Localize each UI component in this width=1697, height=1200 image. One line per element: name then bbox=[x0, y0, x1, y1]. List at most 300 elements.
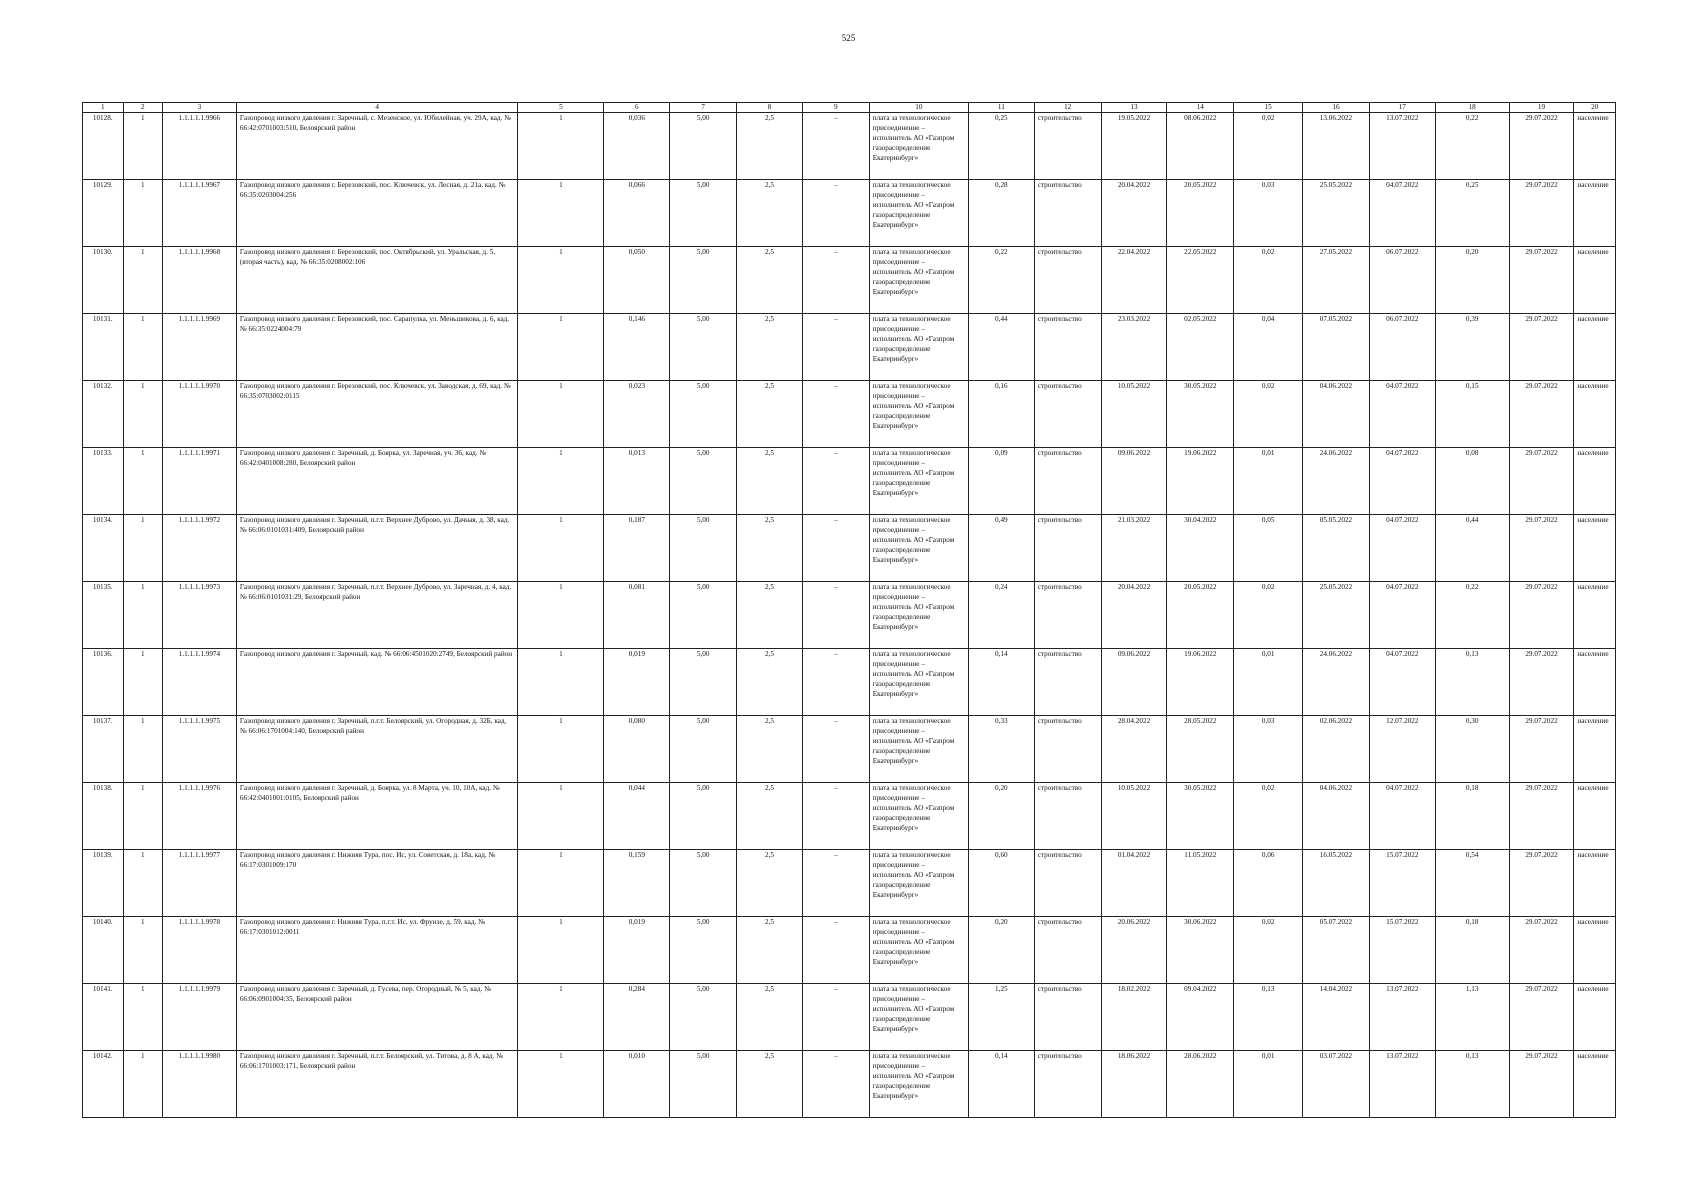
object-code-cell: 1.1.1.1.1.9967 bbox=[162, 180, 236, 247]
column-9-cell: – bbox=[802, 381, 869, 448]
object-code-cell: 1.1.1.1.1.9971 bbox=[162, 448, 236, 515]
end-date-cell: 11.05.2022 bbox=[1167, 850, 1234, 917]
table-row bbox=[83, 783, 1616, 850]
object-description-cell: Газопровод низкого давления г. Березовский, пос. Ключевск, ул. Лесная, д. 21а, кад. № 66:35:0203004:256 bbox=[236, 180, 517, 247]
date-19-cell: 29.07.2022 bbox=[1509, 1051, 1574, 1118]
column-8-cell: 2,5 bbox=[737, 515, 803, 582]
column-5-cell: 1 bbox=[518, 448, 604, 515]
cost-cell: 0,20 bbox=[968, 917, 1034, 984]
date-19-cell: 29.07.2022 bbox=[1509, 783, 1574, 850]
work-type-cell: строительство bbox=[1034, 515, 1101, 582]
column-18-cell: 0,22 bbox=[1435, 113, 1509, 180]
cost-cell: 0,33 bbox=[968, 716, 1034, 783]
date-19-cell: 29.07.2022 bbox=[1509, 381, 1574, 448]
cost-cell: 0,25 bbox=[968, 113, 1034, 180]
object-code-cell: 1.1.1.1.1.9979 bbox=[162, 984, 236, 1051]
object-description-cell: Газопровод низкого давления г. Березовский, пос. Ключевск, ул. Заводская, д. 69, кад. № 66:35:0703002:0115 bbox=[236, 381, 517, 448]
column-5-cell: 1 bbox=[518, 113, 604, 180]
column-18-cell: 0,15 bbox=[1435, 381, 1509, 448]
column-18-cell: 0,18 bbox=[1435, 917, 1509, 984]
column-15-cell: 0,06 bbox=[1234, 850, 1303, 917]
column-18-cell: 0,44 bbox=[1435, 515, 1509, 582]
column-15-cell: 0,02 bbox=[1234, 113, 1303, 180]
cost-cell: 0,49 bbox=[968, 515, 1034, 582]
end-date-cell: 19.06.2022 bbox=[1167, 649, 1234, 716]
category-cell: население bbox=[1574, 917, 1616, 984]
row-number-cell: 10129. bbox=[83, 180, 124, 247]
object-description-cell: Газопровод низкого давления г. Березовский, пос. Сарапулка, ул. Меньшикова, д. 6, кад. № 66:35:0224004:79 bbox=[236, 314, 517, 381]
date-19-cell: 29.07.2022 bbox=[1509, 649, 1574, 716]
table-row bbox=[83, 314, 1616, 381]
quantity-cell: 1 bbox=[123, 113, 162, 180]
start-date-cell: 20.04.2022 bbox=[1101, 180, 1167, 247]
funding-source-cell: плата за технологическое присоединение – исполнитель АО «Газпром газораспределение Екатеринбург» bbox=[869, 515, 968, 582]
column-5-cell: 1 bbox=[518, 649, 604, 716]
column-7-cell: 5,00 bbox=[670, 850, 737, 917]
cost-cell: 0,44 bbox=[968, 314, 1034, 381]
cost-cell: 0,24 bbox=[968, 582, 1034, 649]
length-cell: 0,146 bbox=[604, 314, 670, 381]
column-15-cell: 0,01 bbox=[1234, 649, 1303, 716]
category-cell: население bbox=[1574, 247, 1616, 314]
cost-cell: 0,60 bbox=[968, 850, 1034, 917]
date-16-cell: 13.06.2022 bbox=[1303, 113, 1370, 180]
object-code-cell: 1.1.1.1.1.9973 bbox=[162, 582, 236, 649]
funding-source-cell: плата за технологическое присоединение – исполнитель АО «Газпром газораспределение Екатеринбург» bbox=[869, 1051, 968, 1118]
column-number-header: 19 bbox=[1509, 103, 1574, 113]
object-code-cell: 1.1.1.1.1.9972 bbox=[162, 515, 236, 582]
cost-cell: 1,25 bbox=[968, 984, 1034, 1051]
column-number-header: 14 bbox=[1167, 103, 1234, 113]
column-9-cell: – bbox=[802, 1051, 869, 1118]
column-5-cell: 1 bbox=[518, 381, 604, 448]
column-5-cell: 1 bbox=[518, 850, 604, 917]
column-18-cell: 0,30 bbox=[1435, 716, 1509, 783]
row-number-cell: 10130. bbox=[83, 247, 124, 314]
length-cell: 0,013 bbox=[604, 448, 670, 515]
cost-cell: 0,28 bbox=[968, 180, 1034, 247]
end-date-cell: 08.06.2022 bbox=[1167, 113, 1234, 180]
date-17-cell: 06.07.2022 bbox=[1369, 247, 1435, 314]
category-cell: население bbox=[1574, 314, 1616, 381]
end-date-cell: 19.06.2022 bbox=[1167, 448, 1234, 515]
quantity-cell: 1 bbox=[123, 247, 162, 314]
column-9-cell: – bbox=[802, 515, 869, 582]
column-7-cell: 5,00 bbox=[670, 113, 737, 180]
column-18-cell: 0,20 bbox=[1435, 247, 1509, 314]
column-7-cell: 5,00 bbox=[670, 180, 737, 247]
length-cell: 0,159 bbox=[604, 850, 670, 917]
category-cell: население bbox=[1574, 649, 1616, 716]
row-number-cell: 10133. bbox=[83, 448, 124, 515]
cost-cell: 0,20 bbox=[968, 783, 1034, 850]
work-type-cell: строительство bbox=[1034, 113, 1101, 180]
category-cell: население bbox=[1574, 113, 1616, 180]
column-number-header: 9 bbox=[802, 103, 869, 113]
end-date-cell: 30.05.2022 bbox=[1167, 381, 1234, 448]
column-15-cell: 0,01 bbox=[1234, 1051, 1303, 1118]
column-number-header: 16 bbox=[1303, 103, 1370, 113]
column-number-header: 20 bbox=[1574, 103, 1616, 113]
column-5-cell: 1 bbox=[518, 180, 604, 247]
funding-source-cell: плата за технологическое присоединение – исполнитель АО «Газпром газораспределение Екатеринбург» bbox=[869, 314, 968, 381]
object-description-cell: Газопровод низкого давления г. Заречный, д. Гусева, пер. Огородный, № 5, кад. № 66:06:0901004:35, Белоярский район bbox=[236, 984, 517, 1051]
quantity-cell: 1 bbox=[123, 716, 162, 783]
date-16-cell: 05.07.2022 bbox=[1303, 917, 1370, 984]
category-cell: население bbox=[1574, 448, 1616, 515]
date-19-cell: 29.07.2022 bbox=[1509, 180, 1574, 247]
table-row bbox=[83, 582, 1616, 649]
table-row bbox=[83, 917, 1616, 984]
start-date-cell: 19.05.2022 bbox=[1101, 113, 1167, 180]
column-number-header: 17 bbox=[1369, 103, 1435, 113]
end-date-cell: 22.05.2022 bbox=[1167, 247, 1234, 314]
object-code-cell: 1.1.1.1.1.9968 bbox=[162, 247, 236, 314]
table-row bbox=[83, 381, 1616, 448]
length-cell: 0,050 bbox=[604, 247, 670, 314]
column-5-cell: 1 bbox=[518, 716, 604, 783]
row-number-cell: 10128. bbox=[83, 113, 124, 180]
column-number-header: 10 bbox=[869, 103, 968, 113]
column-15-cell: 0,03 bbox=[1234, 180, 1303, 247]
length-cell: 0,036 bbox=[604, 113, 670, 180]
category-cell: население bbox=[1574, 984, 1616, 1051]
column-9-cell: – bbox=[802, 984, 869, 1051]
object-code-cell: 1.1.1.1.1.9974 bbox=[162, 649, 236, 716]
column-5-cell: 1 bbox=[518, 314, 604, 381]
length-cell: 0,081 bbox=[604, 582, 670, 649]
date-19-cell: 29.07.2022 bbox=[1509, 448, 1574, 515]
column-8-cell: 2,5 bbox=[737, 850, 803, 917]
start-date-cell: 18.02.2022 bbox=[1101, 984, 1167, 1051]
table-row bbox=[83, 649, 1616, 716]
registry-table bbox=[82, 102, 1616, 1118]
object-code-cell: 1.1.1.1.1.9976 bbox=[162, 783, 236, 850]
table-row bbox=[83, 113, 1616, 180]
date-17-cell: 15.07.2022 bbox=[1369, 850, 1435, 917]
column-15-cell: 0,02 bbox=[1234, 247, 1303, 314]
column-9-cell: – bbox=[802, 247, 869, 314]
date-17-cell: 13.07.2022 bbox=[1369, 984, 1435, 1051]
work-type-cell: строительство bbox=[1034, 1051, 1101, 1118]
length-cell: 0,284 bbox=[604, 984, 670, 1051]
table-row bbox=[83, 984, 1616, 1051]
row-number-cell: 10136. bbox=[83, 649, 124, 716]
column-8-cell: 2,5 bbox=[737, 917, 803, 984]
column-8-cell: 2,5 bbox=[737, 984, 803, 1051]
funding-source-cell: плата за технологическое присоединение – исполнитель АО «Газпром газораспределение Екатеринбург» bbox=[869, 381, 968, 448]
end-date-cell: 28.05.2022 bbox=[1167, 716, 1234, 783]
category-cell: население bbox=[1574, 1051, 1616, 1118]
date-19-cell: 29.07.2022 bbox=[1509, 582, 1574, 649]
quantity-cell: 1 bbox=[123, 1051, 162, 1118]
length-cell: 0,187 bbox=[604, 515, 670, 582]
date-19-cell: 29.07.2022 bbox=[1509, 314, 1574, 381]
length-cell: 0,019 bbox=[604, 917, 670, 984]
start-date-cell: 18.06.2022 bbox=[1101, 1051, 1167, 1118]
object-code-cell: 1.1.1.1.1.9978 bbox=[162, 917, 236, 984]
work-type-cell: строительство bbox=[1034, 850, 1101, 917]
funding-source-cell: плата за технологическое присоединение – исполнитель АО «Газпром газораспределение Екатеринбург» bbox=[869, 180, 968, 247]
column-9-cell: – bbox=[802, 850, 869, 917]
object-code-cell: 1.1.1.1.1.9977 bbox=[162, 850, 236, 917]
column-5-cell: 1 bbox=[518, 582, 604, 649]
column-number-header: 18 bbox=[1435, 103, 1509, 113]
length-cell: 0,066 bbox=[604, 180, 670, 247]
start-date-cell: 22.04.2022 bbox=[1101, 247, 1167, 314]
column-7-cell: 5,00 bbox=[670, 649, 737, 716]
end-date-cell: 30.06.2022 bbox=[1167, 917, 1234, 984]
quantity-cell: 1 bbox=[123, 448, 162, 515]
date-16-cell: 27.05.2022 bbox=[1303, 247, 1370, 314]
column-9-cell: – bbox=[802, 783, 869, 850]
start-date-cell: 20.06.2022 bbox=[1101, 917, 1167, 984]
column-18-cell: 0,13 bbox=[1435, 1051, 1509, 1118]
category-cell: население bbox=[1574, 850, 1616, 917]
column-18-cell: 0,54 bbox=[1435, 850, 1509, 917]
column-8-cell: 2,5 bbox=[737, 716, 803, 783]
start-date-cell: 01.04.2022 bbox=[1101, 850, 1167, 917]
column-15-cell: 0,01 bbox=[1234, 448, 1303, 515]
column-8-cell: 2,5 bbox=[737, 1051, 803, 1118]
cost-cell: 0,22 bbox=[968, 247, 1034, 314]
date-17-cell: 13.07.2022 bbox=[1369, 113, 1435, 180]
end-date-cell: 20.05.2022 bbox=[1167, 582, 1234, 649]
column-15-cell: 0,03 bbox=[1234, 716, 1303, 783]
column-number-header: 11 bbox=[968, 103, 1034, 113]
start-date-cell: 09.06.2022 bbox=[1101, 649, 1167, 716]
column-number-header: 2 bbox=[123, 103, 162, 113]
date-19-cell: 29.07.2022 bbox=[1509, 984, 1574, 1051]
row-number-cell: 10138. bbox=[83, 783, 124, 850]
funding-source-cell: плата за технологическое присоединение – исполнитель АО «Газпром газораспределение Екатеринбург» bbox=[869, 247, 968, 314]
object-description-cell: Газопровод низкого давления г. Заречный, п.г.т. Верхнее Дуброво, ул. Дачная, д. 38, кад. № 66:06:0101031:409, Белоярский район bbox=[236, 515, 517, 582]
category-cell: население bbox=[1574, 582, 1616, 649]
start-date-cell: 10.05.2022 bbox=[1101, 783, 1167, 850]
column-9-cell: – bbox=[802, 582, 869, 649]
table-row bbox=[83, 247, 1616, 314]
column-number-header: 4 bbox=[236, 103, 517, 113]
column-5-cell: 1 bbox=[518, 1051, 604, 1118]
object-description-cell: Газопровод низкого давления г. Заречный, п.г.т. Белоярский, ул. Титова, д. 8 А, кад. № 66:06:1701003:171, Белоярский район bbox=[236, 1051, 517, 1118]
end-date-cell: 30.04.2022 bbox=[1167, 515, 1234, 582]
start-date-cell: 10.05.2022 bbox=[1101, 381, 1167, 448]
date-17-cell: 04.07.2022 bbox=[1369, 180, 1435, 247]
date-19-cell: 29.07.2022 bbox=[1509, 850, 1574, 917]
column-9-cell: – bbox=[802, 716, 869, 783]
row-number-cell: 10135. bbox=[83, 582, 124, 649]
row-number-cell: 10141. bbox=[83, 984, 124, 1051]
category-cell: население bbox=[1574, 381, 1616, 448]
work-type-cell: строительство bbox=[1034, 381, 1101, 448]
table-row bbox=[83, 1051, 1616, 1118]
column-18-cell: 1,13 bbox=[1435, 984, 1509, 1051]
date-16-cell: 02.06.2022 bbox=[1303, 716, 1370, 783]
column-7-cell: 5,00 bbox=[670, 917, 737, 984]
column-7-cell: 5,00 bbox=[670, 515, 737, 582]
column-number-header: 8 bbox=[737, 103, 803, 113]
funding-source-cell: плата за технологическое присоединение – исполнитель АО «Газпром газораспределение Екатеринбург» bbox=[869, 984, 968, 1051]
column-8-cell: 2,5 bbox=[737, 314, 803, 381]
end-date-cell: 09.04.2022 bbox=[1167, 984, 1234, 1051]
column-number-header: 7 bbox=[670, 103, 737, 113]
column-8-cell: 2,5 bbox=[737, 113, 803, 180]
object-code-cell: 1.1.1.1.1.9969 bbox=[162, 314, 236, 381]
quantity-cell: 1 bbox=[123, 783, 162, 850]
length-cell: 0,019 bbox=[604, 649, 670, 716]
column-7-cell: 5,00 bbox=[670, 582, 737, 649]
quantity-cell: 1 bbox=[123, 850, 162, 917]
object-code-cell: 1.1.1.1.1.9980 bbox=[162, 1051, 236, 1118]
date-17-cell: 04.07.2022 bbox=[1369, 448, 1435, 515]
start-date-cell: 28.04.2022 bbox=[1101, 716, 1167, 783]
object-description-cell: Газопровод низкого давления г. Заречный, с. Мезенское, ул. Юбилейная, уч. 29А, кад. № 66:42:0701003:510, Белоярский район bbox=[236, 113, 517, 180]
cost-cell: 0,14 bbox=[968, 1051, 1034, 1118]
quantity-cell: 1 bbox=[123, 984, 162, 1051]
date-17-cell: 04.07.2022 bbox=[1369, 515, 1435, 582]
object-description-cell: Газопровод низкого давления г. Березовский, пос. Октябрьский, ул. Уральская, д. 5, (вторая часть), кад. № 66:35:0208002:106 bbox=[236, 247, 517, 314]
date-19-cell: 29.07.2022 bbox=[1509, 917, 1574, 984]
column-9-cell: – bbox=[802, 113, 869, 180]
date-16-cell: 24.06.2022 bbox=[1303, 448, 1370, 515]
cost-cell: 0,14 bbox=[968, 649, 1034, 716]
work-type-cell: строительство bbox=[1034, 247, 1101, 314]
date-16-cell: 14.04.2022 bbox=[1303, 984, 1370, 1051]
date-17-cell: 04.07.2022 bbox=[1369, 381, 1435, 448]
date-17-cell: 04.07.2022 bbox=[1369, 582, 1435, 649]
object-code-cell: 1.1.1.1.1.9970 bbox=[162, 381, 236, 448]
column-number-header: 6 bbox=[604, 103, 670, 113]
object-description-cell: Газопровод низкого давления г. Заречный, кад. № 66:06:4501020:2749, Белоярский район bbox=[236, 649, 517, 716]
column-number-row bbox=[83, 103, 1616, 113]
column-8-cell: 2,5 bbox=[737, 448, 803, 515]
end-date-cell: 30.05.2022 bbox=[1167, 783, 1234, 850]
column-9-cell: – bbox=[802, 917, 869, 984]
column-number-header: 15 bbox=[1234, 103, 1303, 113]
table-row bbox=[83, 515, 1616, 582]
column-number-header: 1 bbox=[83, 103, 124, 113]
table-row bbox=[83, 448, 1616, 515]
column-7-cell: 5,00 bbox=[670, 314, 737, 381]
work-type-cell: строительство bbox=[1034, 716, 1101, 783]
date-16-cell: 05.05.2022 bbox=[1303, 515, 1370, 582]
column-18-cell: 0,39 bbox=[1435, 314, 1509, 381]
date-19-cell: 29.07.2022 bbox=[1509, 716, 1574, 783]
work-type-cell: строительство bbox=[1034, 783, 1101, 850]
row-number-cell: 10142. bbox=[83, 1051, 124, 1118]
column-8-cell: 2,5 bbox=[737, 649, 803, 716]
column-15-cell: 0,05 bbox=[1234, 515, 1303, 582]
table-row bbox=[83, 850, 1616, 917]
column-5-cell: 1 bbox=[518, 984, 604, 1051]
column-18-cell: 0,13 bbox=[1435, 649, 1509, 716]
funding-source-cell: плата за технологическое присоединение – исполнитель АО «Газпром газораспределение Екатеринбург» bbox=[869, 783, 968, 850]
column-9-cell: – bbox=[802, 448, 869, 515]
date-17-cell: 15.07.2022 bbox=[1369, 917, 1435, 984]
work-type-cell: строительство bbox=[1034, 180, 1101, 247]
column-15-cell: 0,02 bbox=[1234, 381, 1303, 448]
column-8-cell: 2,5 bbox=[737, 582, 803, 649]
date-19-cell: 29.07.2022 bbox=[1509, 113, 1574, 180]
column-15-cell: 0,02 bbox=[1234, 917, 1303, 984]
column-7-cell: 5,00 bbox=[670, 716, 737, 783]
column-5-cell: 1 bbox=[518, 247, 604, 314]
object-description-cell: Газопровод низкого давления г. Заречный, д. Боярка, ул. Заречная, уч. 36, кад. № 66:42:0401008:280, Белоярский район bbox=[236, 448, 517, 515]
start-date-cell: 09.06.2022 bbox=[1101, 448, 1167, 515]
column-18-cell: 0,25 bbox=[1435, 180, 1509, 247]
row-number-cell: 10137. bbox=[83, 716, 124, 783]
funding-source-cell: плата за технологическое присоединение – исполнитель АО «Газпром газораспределение Екатеринбург» bbox=[869, 850, 968, 917]
quantity-cell: 1 bbox=[123, 381, 162, 448]
object-description-cell: Газопровод низкого давления г. Нижняя Тура, пос. Ис, ул. Советская, д. 18а, кад. № 66:17:0301009:170 bbox=[236, 850, 517, 917]
category-cell: население bbox=[1574, 180, 1616, 247]
row-number-cell: 10132. bbox=[83, 381, 124, 448]
column-8-cell: 2,5 bbox=[737, 247, 803, 314]
column-18-cell: 0,08 bbox=[1435, 448, 1509, 515]
work-type-cell: строительство bbox=[1034, 314, 1101, 381]
object-code-cell: 1.1.1.1.1.9966 bbox=[162, 113, 236, 180]
date-17-cell: 06.07.2022 bbox=[1369, 314, 1435, 381]
column-5-cell: 1 bbox=[518, 917, 604, 984]
column-7-cell: 5,00 bbox=[670, 381, 737, 448]
table-row bbox=[83, 180, 1616, 247]
funding-source-cell: плата за технологическое присоединение – исполнитель АО «Газпром газораспределение Екатеринбург» bbox=[869, 113, 968, 180]
category-cell: население bbox=[1574, 716, 1616, 783]
length-cell: 0,010 bbox=[604, 1051, 670, 1118]
date-19-cell: 29.07.2022 bbox=[1509, 515, 1574, 582]
column-18-cell: 0,22 bbox=[1435, 582, 1509, 649]
date-16-cell: 04.06.2022 bbox=[1303, 783, 1370, 850]
table-row bbox=[83, 716, 1616, 783]
end-date-cell: 02.05.2022 bbox=[1167, 314, 1234, 381]
funding-source-cell: плата за технологическое присоединение – исполнитель АО «Газпром газораспределение Екатеринбург» bbox=[869, 716, 968, 783]
column-15-cell: 0,04 bbox=[1234, 314, 1303, 381]
column-7-cell: 5,00 bbox=[670, 448, 737, 515]
date-17-cell: 12.07.2022 bbox=[1369, 716, 1435, 783]
date-17-cell: 13.07.2022 bbox=[1369, 1051, 1435, 1118]
start-date-cell: 23.03.2022 bbox=[1101, 314, 1167, 381]
column-7-cell: 5,00 bbox=[670, 1051, 737, 1118]
quantity-cell: 1 bbox=[123, 515, 162, 582]
date-16-cell: 04.06.2022 bbox=[1303, 381, 1370, 448]
table-body bbox=[83, 113, 1616, 1118]
category-cell: население bbox=[1574, 515, 1616, 582]
column-8-cell: 2,5 bbox=[737, 381, 803, 448]
length-cell: 0,023 bbox=[604, 381, 670, 448]
column-5-cell: 1 bbox=[518, 783, 604, 850]
length-cell: 0,080 bbox=[604, 716, 670, 783]
funding-source-cell: плата за технологическое присоединение – исполнитель АО «Газпром газораспределение Екатеринбург» bbox=[869, 917, 968, 984]
date-16-cell: 07.05.2022 bbox=[1303, 314, 1370, 381]
row-number-cell: 10131. bbox=[83, 314, 124, 381]
date-16-cell: 25.05.2022 bbox=[1303, 180, 1370, 247]
cost-cell: 0,16 bbox=[968, 381, 1034, 448]
object-code-cell: 1.1.1.1.1.9975 bbox=[162, 716, 236, 783]
object-description-cell: Газопровод низкого давления г. Заречный, д. Боярка, ул. 8 Марта, уч. 10, 10А, кад. № 66:42:0401001:0105, Белоярский район bbox=[236, 783, 517, 850]
length-cell: 0,044 bbox=[604, 783, 670, 850]
column-15-cell: 0,13 bbox=[1234, 984, 1303, 1051]
work-type-cell: строительство bbox=[1034, 582, 1101, 649]
column-15-cell: 0,02 bbox=[1234, 582, 1303, 649]
date-16-cell: 25.05.2022 bbox=[1303, 582, 1370, 649]
column-7-cell: 5,00 bbox=[670, 783, 737, 850]
work-type-cell: строительство bbox=[1034, 984, 1101, 1051]
work-type-cell: строительство bbox=[1034, 448, 1101, 515]
quantity-cell: 1 bbox=[123, 314, 162, 381]
category-cell: население bbox=[1574, 783, 1616, 850]
column-number-header: 3 bbox=[162, 103, 236, 113]
start-date-cell: 20.04.2022 bbox=[1101, 582, 1167, 649]
